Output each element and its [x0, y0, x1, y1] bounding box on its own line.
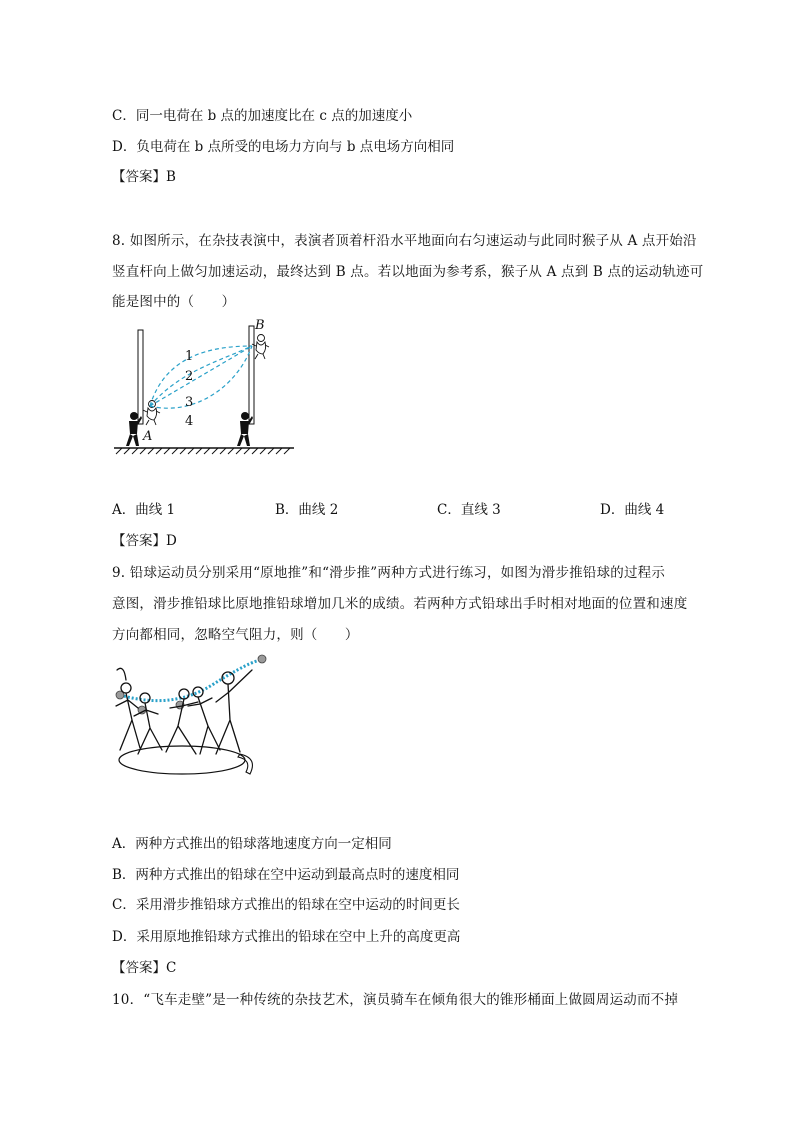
label-2: 2	[185, 369, 194, 384]
answer-tag: 【答案】	[112, 960, 166, 976]
q9-option-c: C．采用滑步推铅球方式推出的铅球在空中运动的时间更长	[112, 897, 460, 913]
q9-option-d: D．采用原地推铅球方式推出的铅球在空中上升的高度更高	[112, 929, 461, 945]
left-pole	[138, 330, 143, 424]
q9-figure-svg	[112, 650, 277, 780]
q10-text-line1: 10．“飞车走壁”是一种传统的杂技艺术，演员骑车在倾角很大的锥形桶面上做圆周运动而不掉	[112, 992, 679, 1008]
q7-option-c: C．同一电荷在 b 点的加速度比在 c 点的加速度小	[112, 108, 413, 124]
trajectories	[150, 346, 252, 408]
q8-text-line2: 竖直杆向上做匀加速运动，最终达到 B 点。若以地面为参考系，猴子从 A 点到 B 点的运动轨迹可	[112, 264, 704, 280]
q8-text-line1: 8. 如图所示，在杂技表演中，表演者顶着杆沿水平地面向右匀速运动与此同时猴子从 A 点开始沿	[112, 233, 697, 249]
q9-figure	[112, 650, 277, 780]
q8-answer	[112, 529, 177, 549]
stop-board	[238, 754, 252, 774]
q9-text-line2: 意图，滑步推铅球比原地推铅球增加几米的成绩。若两种方式铅球出手时相对地面的位置和速度	[112, 596, 688, 612]
q9-option-a: A．两种方式推出的铅球落地速度方向一定相同	[112, 836, 392, 852]
right-pole	[249, 326, 254, 424]
label-4: 4	[185, 414, 194, 429]
straight-line-3	[150, 346, 252, 406]
answer-tag: 【答案】	[112, 169, 166, 185]
ground-hatching	[116, 448, 290, 454]
q8-options	[112, 498, 712, 518]
q8-option-d: D．曲线 4	[600, 502, 665, 518]
q8-option-a: A．曲线 1	[112, 502, 176, 518]
q8-option-c: C．直线 3	[437, 502, 501, 518]
monkey-at-b-icon	[252, 335, 269, 360]
label-1: 1	[185, 349, 194, 364]
answer-value: D	[166, 533, 177, 549]
q7-option-d: D．负电荷在 b 点所受的电场力方向与 b 点电场方向相同	[112, 139, 455, 155]
q8-figure	[110, 316, 300, 461]
q9-option-b: B．两种方式推出的铅球在空中运动到最高点时的速度相同	[112, 867, 460, 883]
answer-tag: 【答案】	[112, 533, 166, 549]
q9-answer	[112, 956, 176, 976]
q8-text-line3: 能是图中的（ ）	[112, 294, 236, 310]
label-3: 3	[185, 395, 194, 410]
q8-figure-svg	[110, 316, 300, 461]
answer-value: B	[166, 169, 176, 185]
q7-answer	[112, 165, 176, 185]
point-b-label: B	[255, 318, 265, 333]
q9-text-line3: 方向都相同，忽略空气阻力，则（ ）	[112, 627, 359, 643]
answer-value: C	[166, 960, 177, 976]
athlete-figures	[116, 668, 252, 754]
q9-text-line1: 9. 铅球运动员分别采用“原地推”和“滑步推”两种方式进行练习，如图为滑步推铅球的过程示	[112, 565, 666, 581]
point-a-label: A	[143, 429, 153, 444]
throwing-circle	[119, 746, 245, 774]
q8-option-b: B．曲线 2	[275, 502, 339, 518]
